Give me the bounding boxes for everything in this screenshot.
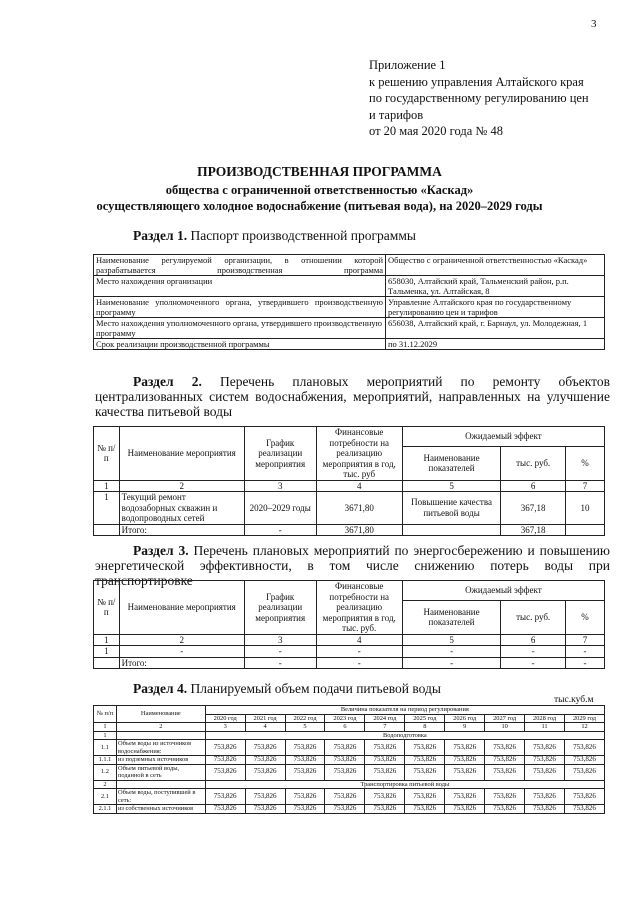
table-cell: - [244,524,316,536]
table-cell: 1 [94,634,120,646]
value-cell: 753,826 [565,805,605,814]
table-cell: 5 [402,480,501,492]
table-cell: 10 [565,492,604,525]
table-total-row [94,524,605,536]
table-cell: 7 [565,634,604,646]
header-cell: График реализации мероприятия [244,581,316,635]
table-cell: 1 [94,646,120,658]
group-row [94,731,605,740]
table-cell: Итого: [119,524,244,536]
value-cell: 753,826 [565,740,605,756]
table-total-row [94,657,605,669]
passport-table [93,254,605,350]
table-cell: 2020–2029 годы [244,492,316,525]
value-cell: 753,826 [525,756,565,765]
value-cell: 753,826 [405,740,445,756]
value-cell: 753,826 [325,805,365,814]
table-cell [116,731,205,740]
header-cell: № п/п [94,706,117,723]
table-row [94,789,605,805]
value-cell: 753,826 [485,805,525,814]
header-cell: Финансовые потребности на реализацию мероприятия в год, тыс. руб [316,427,402,481]
section4-heading [133,681,441,697]
table-row [94,805,605,814]
value-cell: 753,826 [405,789,445,805]
section4-table [93,705,605,814]
appendix-line: от 20 мая 2020 года № 48 [369,124,503,138]
header-cell: Финансовые потребности на реализацию мероприятия в год, тыс. руб. [316,581,402,635]
value-cell: 753,826 [205,789,245,805]
table-cell: 8 [405,723,445,732]
header-cell: Наименование показателей [402,446,501,480]
table-cell: 367,18 [501,524,566,536]
table-cell: 6 [501,634,566,646]
table-row [94,764,605,780]
value-cell: 753,826 [285,764,325,780]
value-cell: 753,826 [565,756,605,765]
header-cell: Наименование [116,706,205,723]
table-cell: 2.1 [94,789,117,805]
table-cell: 1 [94,731,117,740]
value-cell: 753,826 [365,740,405,756]
table-cell: 4 [245,723,285,732]
value-cell: 753,826 [325,740,365,756]
table-cell: 4 [316,634,402,646]
table-cell: 1 [94,723,117,732]
year-header-cell: 2020 год [205,714,245,723]
value-cell: 753,826 [525,764,565,780]
year-header-cell: 2028 год [525,714,565,723]
section-label: Раздел 2. [133,374,202,389]
table-cell: - [402,657,501,669]
value-cell: 753,826 [445,764,485,780]
header-cell: Ожидаемый эффект [402,427,604,447]
table-row [94,646,605,658]
value-cell: 753,826 [205,740,245,756]
table-cell: 1.2 [94,764,117,780]
value-cell: 753,826 [445,756,485,765]
table-cell [94,524,120,536]
table-row [94,276,605,297]
group-row [94,780,605,789]
table-cell: Повышение качества питьевой воды [402,492,501,525]
header-cell: % [565,446,604,480]
year-header-cell: 2025 год [405,714,445,723]
value-cell: 753,826 [205,756,245,765]
appendix-line: по государственному регулированию цен [369,91,589,105]
table-cell: - [501,646,566,658]
table-row [94,492,605,525]
table-cell: - [501,657,566,669]
table-cell: Место нахождения организации [94,276,386,297]
header-cell: Ожидаемый эффект [402,581,604,601]
value-cell: 753,826 [445,740,485,756]
table-cell: 656038, Алтайский край, г. Барнаул, ул. Молодежная, 1 [386,318,605,339]
header-cell: % [565,600,604,634]
value-cell: 753,826 [325,789,365,805]
table-cell: 1.1 [94,740,117,756]
value-cell: 753,826 [525,740,565,756]
value-cell: 753,826 [525,789,565,805]
section-title: Планируемый объем подачи питьевой воды [190,681,441,696]
table-cell: 5 [402,634,501,646]
table-cell: Управление Алтайского края по государственному регулированию цен и тарифов [386,297,605,318]
value-cell: 753,826 [405,805,445,814]
section-label: Раздел 1. [133,228,188,243]
group-title: Водоподготовка [205,731,604,740]
table-row [94,756,605,765]
table-cell: - [119,646,244,658]
table-cell: 2.1.1 [94,805,117,814]
year-header-cell: 2026 год [445,714,485,723]
value-cell: 753,826 [285,740,325,756]
table-cell [565,524,604,536]
table-cell: 3671,80 [316,524,402,536]
table-cell: 3 [244,634,316,646]
table-header-row [94,427,605,447]
header-cell: тыс. руб. [501,446,566,480]
appendix-line: к решению управления Алтайского края [369,74,584,89]
table-cell: Итого: [119,657,244,669]
value-cell: 753,826 [245,805,285,814]
year-header-cell: 2021 год [245,714,285,723]
table-cell: 367,18 [501,492,566,525]
section2-table [93,426,605,536]
table-cell: 6 [501,480,566,492]
table-cell [116,780,205,789]
table-row [94,297,605,318]
section-label: Раздел 3. [133,543,189,558]
section3-table [93,580,605,669]
value-cell: 753,826 [285,756,325,765]
header-cell: Наименование мероприятия [119,581,244,635]
table-row [94,318,605,339]
value-cell: 753,826 [485,764,525,780]
group-title: Транспортировка питьевой воды [205,780,604,789]
year-header-cell: 2027 год [485,714,525,723]
table-cell: 3 [205,723,245,732]
table-cell: из собственных источников [116,805,205,814]
table-cell: 11 [525,723,565,732]
table-cell: Наименование уполномоченного органа, утвердившего производственную программу [94,297,386,318]
value-cell: 753,826 [485,789,525,805]
section-title: Перечень плановых мероприятий по ремонту объектов централизованных систем водоснабжения, мероприятий, направленных на улучшение качества питьевой воды [95,374,610,419]
table-cell: 4 [316,480,402,492]
table-row [94,255,605,276]
header-cell: Наименование показателей [402,600,501,634]
table-cell [402,524,501,536]
header-cell: № п/п [94,581,120,635]
table-cell: 9 [445,723,485,732]
page-number: 3 [591,18,597,30]
table-cell: - [316,646,402,658]
value-cell: 753,826 [405,764,445,780]
value-cell: 753,826 [405,756,445,765]
value-cell: 753,826 [245,789,285,805]
value-cell: 753,826 [325,764,365,780]
year-header-cell: 2024 год [365,714,405,723]
table-cell: Объем воды, поступившей в сеть: [116,789,205,805]
table-cell: Объем воды из источников водоснабжения: [116,740,205,756]
table-cell: 2 [116,723,205,732]
column-number-row [94,480,605,492]
section-title: Перечень плановых мероприятий по энергосбережению и повышению энергетической эффективности, в том числе снижению потерь воды при транспортировке [95,543,610,588]
value-cell: 753,826 [365,764,405,780]
unit-label: тыс.куб.м [554,695,594,705]
value-cell: 753,826 [285,789,325,805]
year-header-cell: 2022 год [285,714,325,723]
header-cell: тыс. руб. [501,600,566,634]
document-subtitle-activity: осуществляющего холодное водоснабжение (питьевая вода), на 2020–2029 годы [96,199,543,213]
table-cell: 2 [119,480,244,492]
value-cell: 753,826 [325,756,365,765]
document-title: ПРОИЗВОДСТВЕННАЯ ПРОГРАММА [197,164,442,179]
column-number-row [94,723,605,732]
table-cell: 658030, Алтайский край, Тальменский район, р.п. Тальменка, ул. Алтайская, 8 [386,276,605,297]
value-cell: 753,826 [205,764,245,780]
table-row [94,339,605,350]
table-cell: 2 [119,634,244,646]
value-cell: 753,826 [245,764,285,780]
value-cell: 753,826 [245,756,285,765]
table-cell: 1.1.1 [94,756,117,765]
value-cell: 753,826 [565,764,605,780]
table-row [94,740,605,756]
table-cell: 3671,80 [316,492,402,525]
table-cell: - [244,657,316,669]
value-cell: 753,826 [445,789,485,805]
table-cell: - [565,657,604,669]
header-cell: График реализации мероприятия [244,427,316,481]
table-cell: 7 [365,723,405,732]
year-header-cell: 2029 год [565,714,605,723]
table-cell: 3 [244,480,316,492]
value-cell: 753,826 [565,789,605,805]
value-cell: 753,826 [485,756,525,765]
appendix-line: и тарифов [369,107,424,122]
table-cell: Общество с ограниченной ответственностью «Каскад» [386,255,605,276]
appendix-line: Приложение 1 [369,58,446,72]
header-cell: Наименование мероприятия [119,427,244,481]
section1-heading [133,228,416,244]
table-cell: 2 [94,780,117,789]
table-cell: 1 [94,480,120,492]
table-cell: 7 [565,480,604,492]
table-cell: - [316,657,402,669]
year-header-cell: 2023 год [325,714,365,723]
value-cell: 753,826 [285,805,325,814]
table-cell: 10 [485,723,525,732]
table-cell: из подземных источников [116,756,205,765]
section2-heading [95,374,610,419]
value-cell: 753,826 [205,805,245,814]
table-cell: - [402,646,501,658]
table-cell [94,657,120,669]
table-cell: Место нахождения уполномоченного органа, утвердившего производственную программу [94,318,386,339]
table-cell: 12 [565,723,605,732]
table-cell: 1 [94,492,120,525]
table-cell: 5 [285,723,325,732]
value-cell: 753,826 [445,805,485,814]
section-label: Раздел 4. [133,681,188,696]
table-cell: - [565,646,604,658]
table-cell: Срок реализации производственной программы [94,339,386,350]
header-cell: Величина показателя на период регулирования [205,706,604,715]
value-cell: 753,826 [365,789,405,805]
value-cell: 753,826 [485,740,525,756]
table-header-row [94,581,605,601]
table-header-row [94,706,605,715]
value-cell: 753,826 [245,740,285,756]
column-number-row [94,634,605,646]
table-cell: Наименование регулируемой организации, в отношении которой разрабатывается производственная программа [94,255,386,276]
value-cell: 753,826 [365,805,405,814]
table-cell: - [244,646,316,658]
section-title: Паспорт производственной программы [190,228,416,243]
table-cell: 6 [325,723,365,732]
table-cell: Текущий ремонт водозаборных скважин и водопроводных сетей [119,492,244,525]
value-cell: 753,826 [365,756,405,765]
header-cell: № п/п [94,427,120,481]
appendix-block [369,57,589,140]
value-cell: 753,826 [525,805,565,814]
document-subtitle-org: общества с ограниченной ответственностью «Каскад» [165,183,474,197]
table-cell: Объем питьевой воды, поданной в сеть [116,764,205,780]
table-cell: по 31.12.2029 [386,339,605,350]
